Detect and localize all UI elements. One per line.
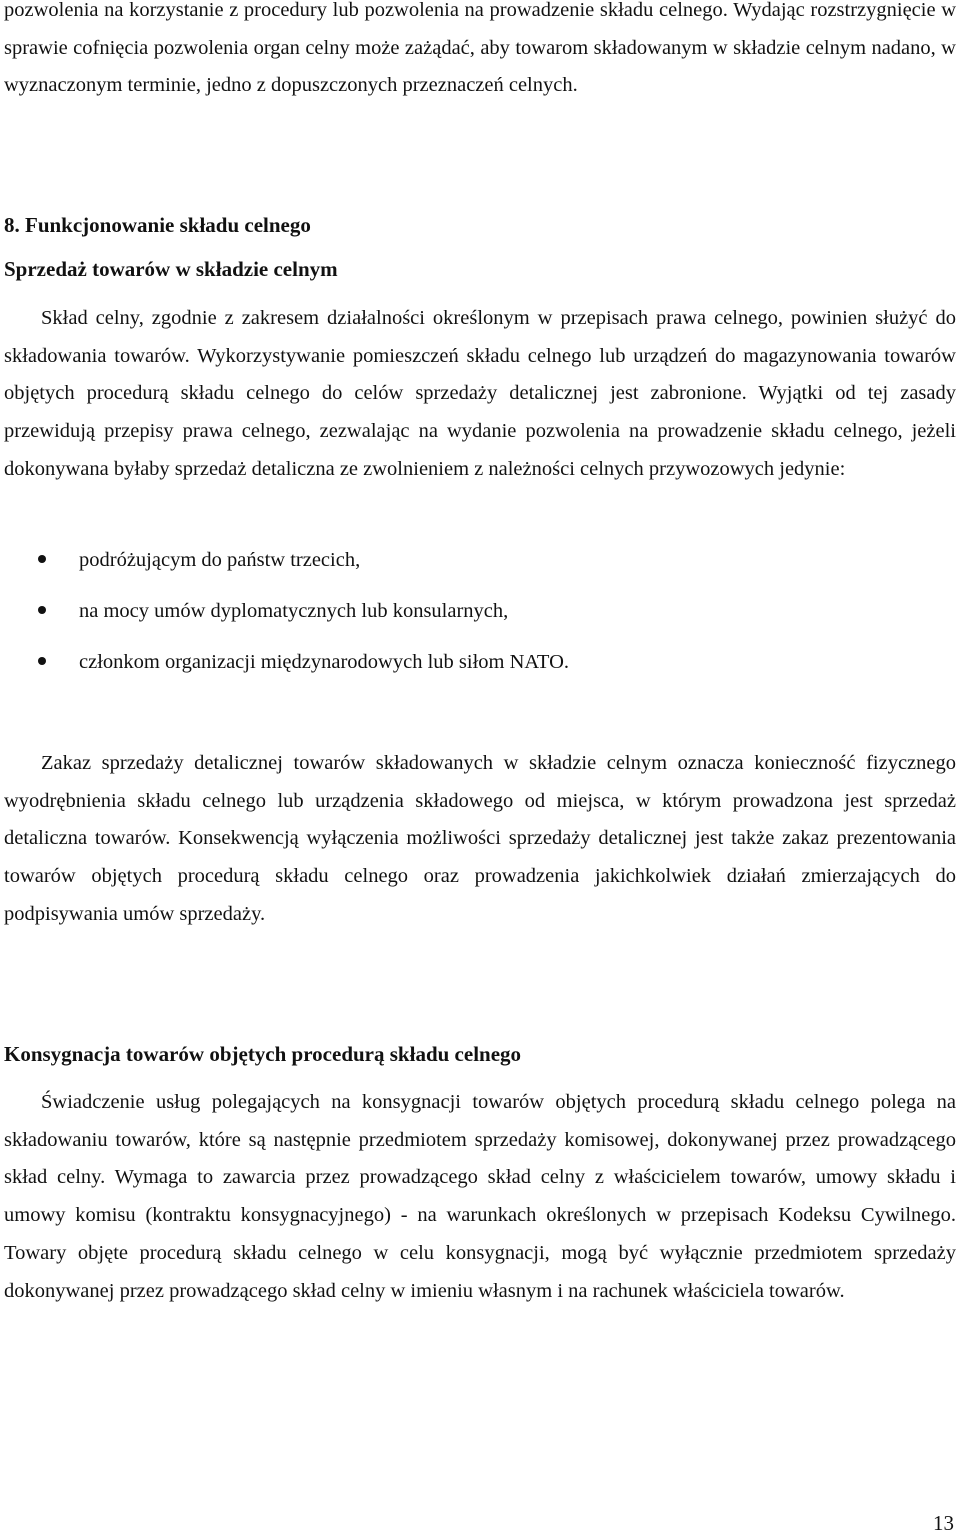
- bullet-icon: [38, 657, 46, 665]
- sales-heading: Sprzedaż towarów w składzie celnym: [4, 257, 338, 281]
- list-item: [0, 540, 956, 591]
- section-heading: 8. Funkcjonowanie składu celnego: [4, 213, 311, 237]
- sales-paragraph: Skład celny, zgodnie z zakresem działalności określonym w przepisach prawa celnego, powinien służyć do składowania towarów. Wykorzystywanie pomieszczeń składu celnego lub urządzeń do magazynowania towarów objętych procedurą składu celnego do celów sprzedaży detalicznej jest zabronione. Wyjątki od tej zasady przewidują przepisy prawa celnego, zezwalając na wydanie pozwolenia na prowadzenie składu celnego, jeżeli dokonywana byłaby sprzedaż detaliczna ze zwolnieniem z należności celnych przywozowych jedynie:: [4, 307, 956, 480]
- bullet-icon: [38, 606, 46, 614]
- consignment-paragraph: Świadczenie usług polegających na konsygnacji towarów objętych procedurą składu celnego polega na składowaniu towarów, które są następnie przedmiotem sprzedaży komisowej, dokonywanej przez prowadzącego skład celny. Wymaga to zawarcia przez prowadzącego skład celny z właścicielem towarów, umowy składu i umowy komisu (kontraktu konsygnacyjnego) - na warunkach określonych w przepisach Kodeksu Cywilnego. Towary objęte procedurą składu celnego w celu konsygnacji, mogą być wyłącznie przedmiotem sprzedaży dokonywanej przez prowadzącego skład celny w imieniu własnym i na rachunek właściciela towarów.: [4, 1091, 956, 1302]
- intro-paragraph: pozwolenia na korzystanie z procedury lub pozwolenia na prowadzenie składu celnego. Wydając rozstrzygnięcie w sprawie cofnięcia pozwolenia organ celny może zażądać, aby towarom składowanym w składzie celnym nadano, w wyznaczonym terminie, jedno z dopuszczonych przeznaczeń celnych.: [4, 0, 956, 97]
- exemption-list: [0, 540, 956, 693]
- list-item-text: członkom organizacji międzynarodowych lub siłom NATO.: [79, 651, 569, 673]
- consignment-heading: Konsygnacja towarów objętych procedurą składu celnego: [4, 1042, 522, 1066]
- ban-paragraph: Zakaz sprzedaży detalicznej towarów składowanych w składzie celnym oznacza konieczność fizycznego wyodrębnienia składu celnego lub urządzenia składowego od miejsca, w którym prowadzona jest sprzedaż detaliczna towarów. Konsekwencją wyłączenia możliwości sprzedaży detalicznej jest także zakaz prezentowania towarów objętych procedurą składu celnego oraz prowadzenia jakichkolwiek działań zmierzających do podpisywania umów sprzedaży.: [4, 752, 956, 925]
- list-item: [0, 591, 956, 642]
- list-item: [0, 642, 956, 693]
- list-item-text: podróżującym do państw trzecich,: [79, 549, 361, 571]
- bullet-icon: [38, 555, 46, 563]
- page-number: 13: [933, 1511, 954, 1535]
- list-item-text: na mocy umów dyplomatycznych lub konsularnych,: [79, 600, 509, 622]
